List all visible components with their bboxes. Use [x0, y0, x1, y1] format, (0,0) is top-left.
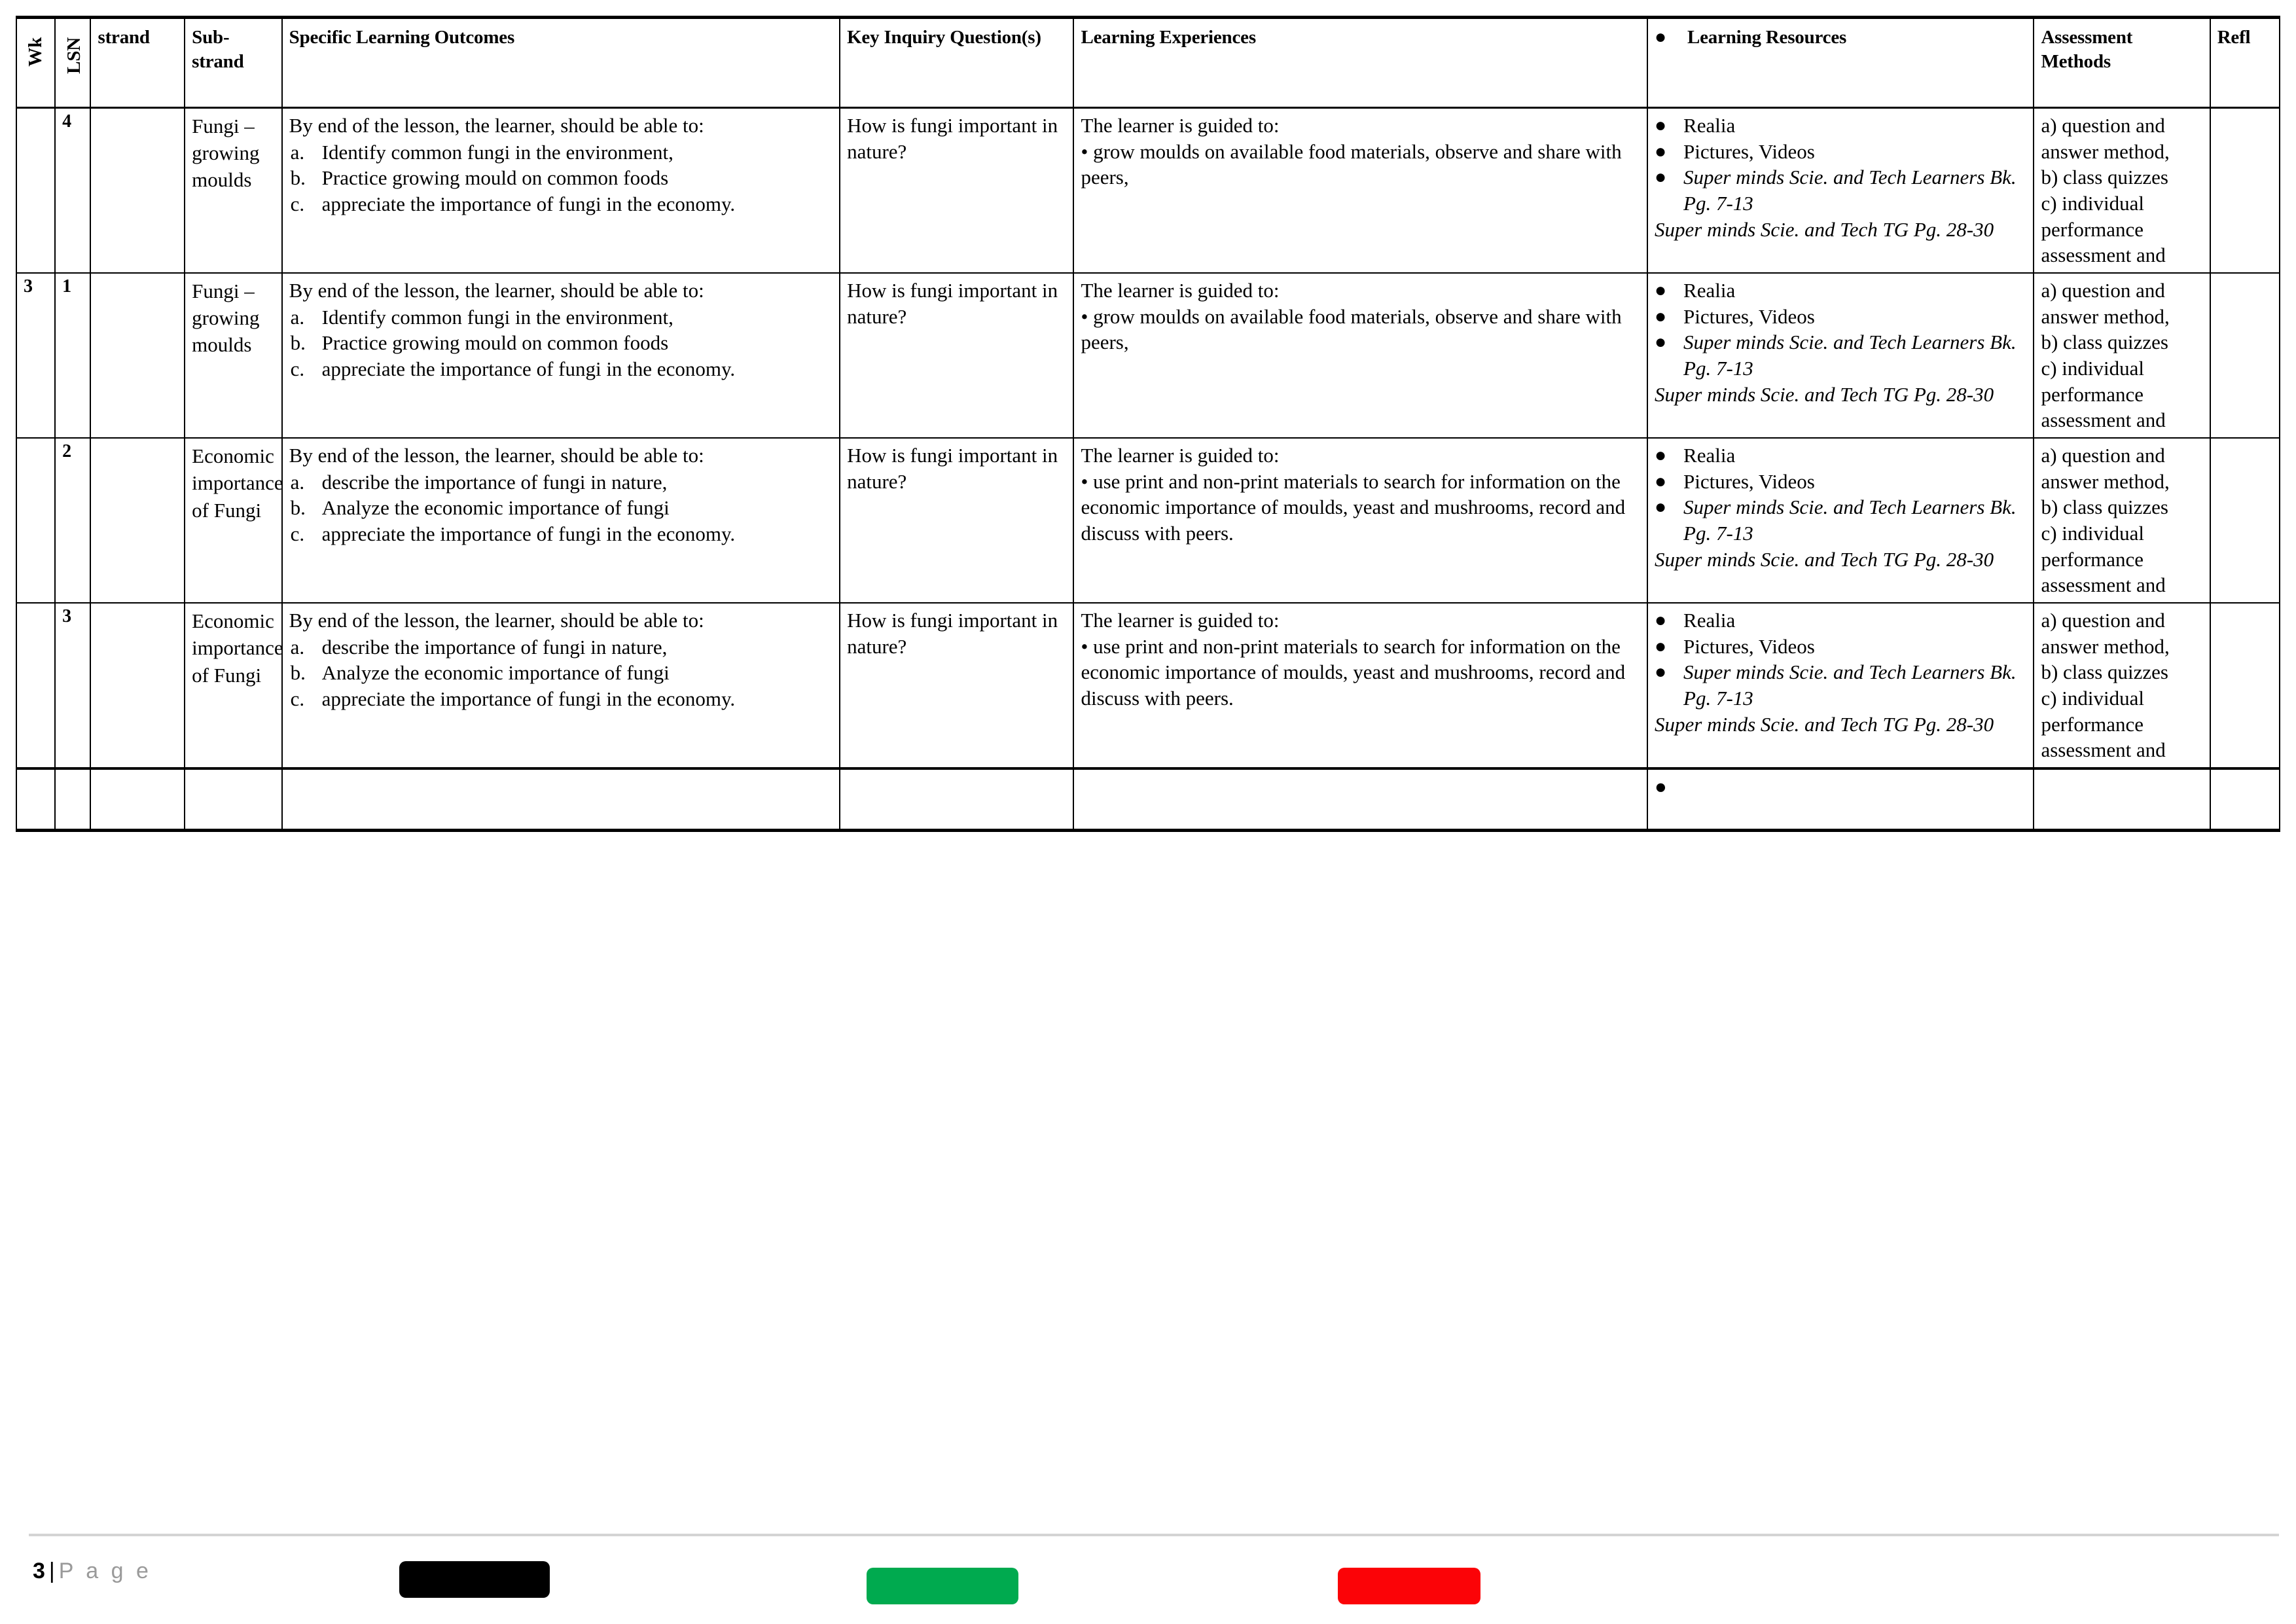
- cell-specific-learning-outcomes: [282, 108, 840, 274]
- assessment-method-item: c) individual performance assessment and: [2041, 522, 2166, 597]
- bullet-icon: ●: [1655, 331, 1667, 353]
- learning-resource-text: Realia: [1683, 279, 1736, 302]
- bullet-icon: ●: [1655, 444, 1667, 467]
- page-number-label: [33, 1559, 152, 1584]
- lesson-number: 2: [62, 441, 72, 462]
- black-bar: [399, 1561, 550, 1598]
- slo-item-marker: a.: [290, 470, 305, 494]
- table-body: [16, 18, 2280, 831]
- slo-item-text: appreciate the importance of fungi in the economy.: [321, 522, 736, 546]
- cell-specific-learning-outcomes: [282, 273, 840, 438]
- cell-sub-strand: [185, 273, 282, 438]
- learning-resource-item: [1655, 469, 2027, 495]
- cell-key-inquiry-question: How is fungi important in nature?: [840, 273, 1073, 438]
- slo-item-marker: b.: [290, 166, 306, 190]
- learning-resources-header-wrap: [1655, 26, 2027, 50]
- cell-learning-experiences: [1073, 438, 1647, 603]
- cell-lsn: [55, 273, 90, 438]
- slo-intro-text: By end of the lesson, the learner, should be able to:: [289, 444, 704, 467]
- lesson-number: 4: [62, 111, 72, 132]
- bullet-icon: ●: [1655, 305, 1667, 327]
- column-header-lsn-label: LSN: [63, 37, 85, 74]
- slo-list-item: [289, 686, 833, 712]
- slo-list: [289, 634, 833, 712]
- column-header-learning-resources-label: Learning Resources: [1687, 27, 1847, 48]
- slo-list-item: [289, 139, 833, 166]
- assessment-method-item: c) individual performance assessment and: [2041, 192, 2166, 267]
- column-header-wk-label: Wk: [25, 37, 46, 67]
- slo-item-marker: c.: [290, 687, 305, 711]
- cell-lsn: [55, 108, 90, 274]
- column-header-wk: [16, 18, 55, 108]
- learning-resource-item: [1655, 113, 2027, 139]
- learning-resource-item: [1655, 278, 2027, 304]
- cell-strand: [90, 438, 185, 603]
- slo-item-marker: b.: [290, 331, 306, 355]
- cell-learning-experiences: [1073, 768, 1647, 831]
- column-header-sub-strand: Sub-strand: [185, 18, 282, 108]
- cell-key-inquiry-question: How is fungi important in nature?: [840, 603, 1073, 768]
- learning-resource-text: Realia: [1683, 114, 1736, 137]
- slo-list-item: [289, 191, 833, 217]
- slo-list-item: [289, 469, 833, 496]
- assessment-method-item: b) class quizzes: [2041, 166, 2168, 189]
- cell-reflection: [2210, 603, 2280, 768]
- learning-resource-text: Pictures, Videos: [1683, 634, 1815, 658]
- learning-resources-list: [1655, 278, 2027, 382]
- slo-list-item: [289, 304, 833, 331]
- cell-reflection: [2210, 768, 2280, 831]
- assessment-method-item: a) question and answer method,: [2041, 114, 2170, 163]
- slo-list-item: [289, 634, 833, 660]
- assessment-method-item: b) class quizzes: [2041, 660, 2168, 684]
- learning-resource-item: [1655, 329, 2027, 381]
- cell-learning-resources: [1647, 768, 2034, 831]
- cell-reflection: [2210, 108, 2280, 274]
- column-header-strand: strand: [90, 18, 185, 108]
- slo-item-text: Analyze the economic importance of fungi: [321, 661, 670, 685]
- assessment-method-item: b) class quizzes: [2041, 331, 2168, 354]
- cell-learning-resources: [1647, 438, 2034, 603]
- learning-resources-tail: Super minds Scie. and Tech TG Pg. 28-30: [1655, 217, 1994, 241]
- bullet-icon: ●: [1655, 280, 1667, 302]
- slo-item-text: Analyze the economic importance of fungi: [321, 496, 670, 520]
- red-bar: [1338, 1568, 1480, 1604]
- column-header-specific-learning-outcomes: Specific Learning Outcomes: [282, 18, 840, 108]
- cell-reflection: [2210, 273, 2280, 438]
- slo-list-item: [289, 495, 833, 521]
- learning-resource-item: [1655, 442, 2027, 469]
- bullet-icon: ●: [1655, 115, 1667, 136]
- cell-specific-learning-outcomes: [282, 438, 840, 603]
- slo-list-item: [289, 521, 833, 547]
- week-number: 3: [24, 276, 33, 297]
- cell-learning-resources: [1647, 273, 2034, 438]
- bullet-icon: ●: [1655, 496, 1667, 518]
- cell-learning-experiences: [1073, 603, 1647, 768]
- cell-strand: [90, 273, 185, 438]
- slo-list: [289, 139, 833, 217]
- assessment-method-item: c) individual performance assessment and: [2041, 357, 2166, 432]
- learning-resource-item: [1655, 494, 2027, 546]
- assessment-method-item: c) individual performance assessment and: [2041, 687, 2166, 762]
- bullet-icon: ●: [1655, 775, 1667, 799]
- cell-specific-learning-outcomes: [282, 603, 840, 768]
- column-header-learning-resources: [1647, 18, 2034, 108]
- learning-resources-list: [1655, 442, 2027, 547]
- cell-assessment-methods: [2034, 438, 2210, 603]
- column-header-reflection: Refl: [2210, 18, 2280, 108]
- bullet-icon: ●: [1655, 26, 1666, 48]
- learning-resource-text: Realia: [1683, 444, 1736, 467]
- learning-experiences-intro: The learner is guided to:: [1081, 609, 1280, 632]
- sub-strand-text: Economic importance of Fungi: [192, 444, 283, 522]
- cell-assessment-methods: [2034, 273, 2210, 438]
- column-header-key-inquiry-questions: Key Inquiry Question(s): [840, 18, 1073, 108]
- cell-strand: [90, 768, 185, 831]
- slo-item-marker: a.: [290, 140, 305, 164]
- assessment-method-item: b) class quizzes: [2041, 496, 2168, 519]
- footer-divider: [29, 1534, 2279, 1536]
- learning-resource-text: Super minds Scie. and Tech Learners Bk. Pg. 7-13: [1683, 496, 2017, 545]
- learning-resources-tail: Super minds Scie. and Tech TG Pg. 28-30: [1655, 547, 1994, 571]
- cell-lsn: [55, 438, 90, 603]
- cell-reflection: [2210, 438, 2280, 603]
- learning-resource-item: [1655, 634, 2027, 660]
- cell-wk: [16, 603, 55, 768]
- slo-item-text: describe the importance of fungi in nature,: [321, 635, 668, 659]
- cell-assessment-methods: [2034, 603, 2210, 768]
- learning-resource-item: [1655, 304, 2027, 330]
- learning-resource-text: Pictures, Videos: [1683, 139, 1815, 163]
- lesson-number: 3: [62, 606, 72, 627]
- page-number: 3: [33, 1559, 45, 1583]
- learning-experiences-body: • grow moulds on available food materials, observe and share with peers,: [1081, 139, 1622, 189]
- slo-item-marker: a.: [290, 305, 305, 329]
- learning-experiences-body: • use print and non-print materials to search for information on the economic importance of moulds, yeast and mushrooms, record and discuss with peers.: [1081, 634, 1626, 710]
- cell-key-inquiry-question: [840, 768, 1073, 831]
- table-row-empty: [16, 768, 2280, 831]
- slo-list-item: [289, 660, 833, 686]
- table-header-row: [16, 18, 2280, 108]
- slo-item-text: Identify common fungi in the environment,: [321, 305, 673, 329]
- table-row: [16, 438, 2280, 603]
- cell-learning-resources: [1647, 108, 2034, 274]
- lesson-number: 1: [62, 276, 72, 297]
- slo-item-marker: c.: [290, 192, 305, 216]
- cell-sub-strand: [185, 603, 282, 768]
- assessment-method-item: a) question and answer method,: [2041, 279, 2170, 328]
- slo-intro-text: By end of the lesson, the learner, should be able to:: [289, 114, 704, 137]
- sub-strand-text: Economic importance of Fungi: [192, 609, 283, 687]
- bullet-icon: ●: [1655, 166, 1667, 189]
- slo-item-marker: b.: [290, 661, 306, 685]
- slo-item-text: appreciate the importance of fungi in the economy.: [321, 687, 736, 711]
- column-header-learning-experiences: Learning Experiences: [1073, 18, 1647, 108]
- slo-intro-text: By end of the lesson, the learner, should be able to:: [289, 279, 704, 302]
- learning-experiences-intro: The learner is guided to:: [1081, 444, 1280, 467]
- cell-learning-resources: [1647, 603, 2034, 768]
- slo-item-marker: a.: [290, 635, 305, 659]
- bullet-icon: ●: [1655, 661, 1667, 683]
- column-header-assessment-methods: Assessment Methods: [2034, 18, 2210, 108]
- learning-resource-item: [1655, 139, 2027, 165]
- cell-sub-strand: [185, 768, 282, 831]
- slo-list: [289, 304, 833, 382]
- cell-lsn: [55, 603, 90, 768]
- sub-strand-text: Fungi – growing moulds: [192, 280, 260, 357]
- cell-lsn: [55, 768, 90, 831]
- bullet-icon: ●: [1655, 470, 1667, 492]
- learning-resource-text: Pictures, Videos: [1683, 469, 1815, 493]
- slo-item-text: Practice growing mould on common foods: [321, 331, 669, 355]
- learning-experiences-intro: The learner is guided to:: [1081, 114, 1280, 137]
- learning-resources-list: [1655, 113, 2027, 217]
- cell-sub-strand: [185, 438, 282, 603]
- table-row: [16, 108, 2280, 274]
- page-word: P a g e: [58, 1559, 152, 1583]
- slo-item-marker: c.: [290, 357, 305, 381]
- slo-item-text: appreciate the importance of fungi in the economy.: [321, 357, 736, 381]
- learning-resources-tail: Super minds Scie. and Tech TG Pg. 28-30: [1655, 712, 1994, 736]
- cell-strand: [90, 108, 185, 274]
- cell-wk: [16, 273, 55, 438]
- slo-intro-text: By end of the lesson, the learner, should be able to:: [289, 609, 704, 632]
- bullet-icon: ●: [1655, 609, 1667, 632]
- cell-wk: [16, 438, 55, 603]
- assessment-method-item: a) question and answer method,: [2041, 609, 2170, 658]
- cell-sub-strand: [185, 108, 282, 274]
- page-number-separator: |: [48, 1559, 55, 1583]
- green-bar: [867, 1568, 1018, 1604]
- learning-experiences-intro: The learner is guided to:: [1081, 279, 1280, 302]
- slo-item-text: describe the importance of fungi in nature,: [321, 470, 668, 494]
- slo-item-text: Practice growing mould on common foods: [321, 166, 669, 190]
- cell-assessment-methods: [2034, 108, 2210, 274]
- learning-resource-text: Realia: [1683, 609, 1736, 632]
- page-footer: [16, 1507, 2279, 1624]
- slo-list-item: [289, 330, 833, 356]
- cell-specific-learning-outcomes: [282, 768, 840, 831]
- assessment-method-item: a) question and answer method,: [2041, 444, 2170, 493]
- learning-resource-item: [1655, 164, 2027, 216]
- slo-item-text: Identify common fungi in the environment,: [321, 140, 673, 164]
- table-row: [16, 603, 2280, 768]
- cell-key-inquiry-question: How is fungi important in nature?: [840, 438, 1073, 603]
- slo-list: [289, 469, 833, 547]
- slo-item-text: appreciate the importance of fungi in the economy.: [321, 192, 736, 216]
- cell-wk: [16, 108, 55, 274]
- learning-resource-text: Super minds Scie. and Tech Learners Bk. Pg. 7-13: [1683, 166, 2017, 215]
- cell-wk: [16, 768, 55, 831]
- slo-list-item: [289, 356, 833, 382]
- learning-resource-text: Pictures, Videos: [1683, 304, 1815, 328]
- bullet-icon: ●: [1655, 140, 1667, 162]
- learning-resource-item: [1655, 659, 2027, 711]
- cell-assessment-methods: [2034, 768, 2210, 831]
- sub-strand-text: Fungi – growing moulds: [192, 115, 260, 192]
- slo-item-marker: b.: [290, 496, 306, 520]
- cell-strand: [90, 603, 185, 768]
- cell-learning-experiences: [1073, 273, 1647, 438]
- cell-learning-experiences: [1073, 108, 1647, 274]
- learning-resources-tail: Super minds Scie. and Tech TG Pg. 28-30: [1655, 382, 1994, 406]
- column-header-lsn: [55, 18, 90, 108]
- learning-resource-text: Super minds Scie. and Tech Learners Bk. Pg. 7-13: [1683, 331, 2017, 380]
- learning-resources-list: [1655, 607, 2027, 712]
- scheme-of-work-table: [16, 16, 2280, 832]
- table-row: [16, 273, 2280, 438]
- bullet-icon: ●: [1655, 635, 1667, 657]
- learning-experiences-body: • use print and non-print materials to search for information on the economic importance of moulds, yeast and mushrooms, record and discuss with peers.: [1081, 469, 1626, 545]
- learning-experiences-body: • grow moulds on available food materials, observe and share with peers,: [1081, 304, 1622, 354]
- cell-key-inquiry-question: How is fungi important in nature?: [840, 108, 1073, 274]
- learning-resource-item: [1655, 607, 2027, 634]
- learning-resource-text: Super minds Scie. and Tech Learners Bk. Pg. 7-13: [1683, 660, 2017, 710]
- slo-list-item: [289, 165, 833, 191]
- slo-item-marker: c.: [290, 522, 305, 546]
